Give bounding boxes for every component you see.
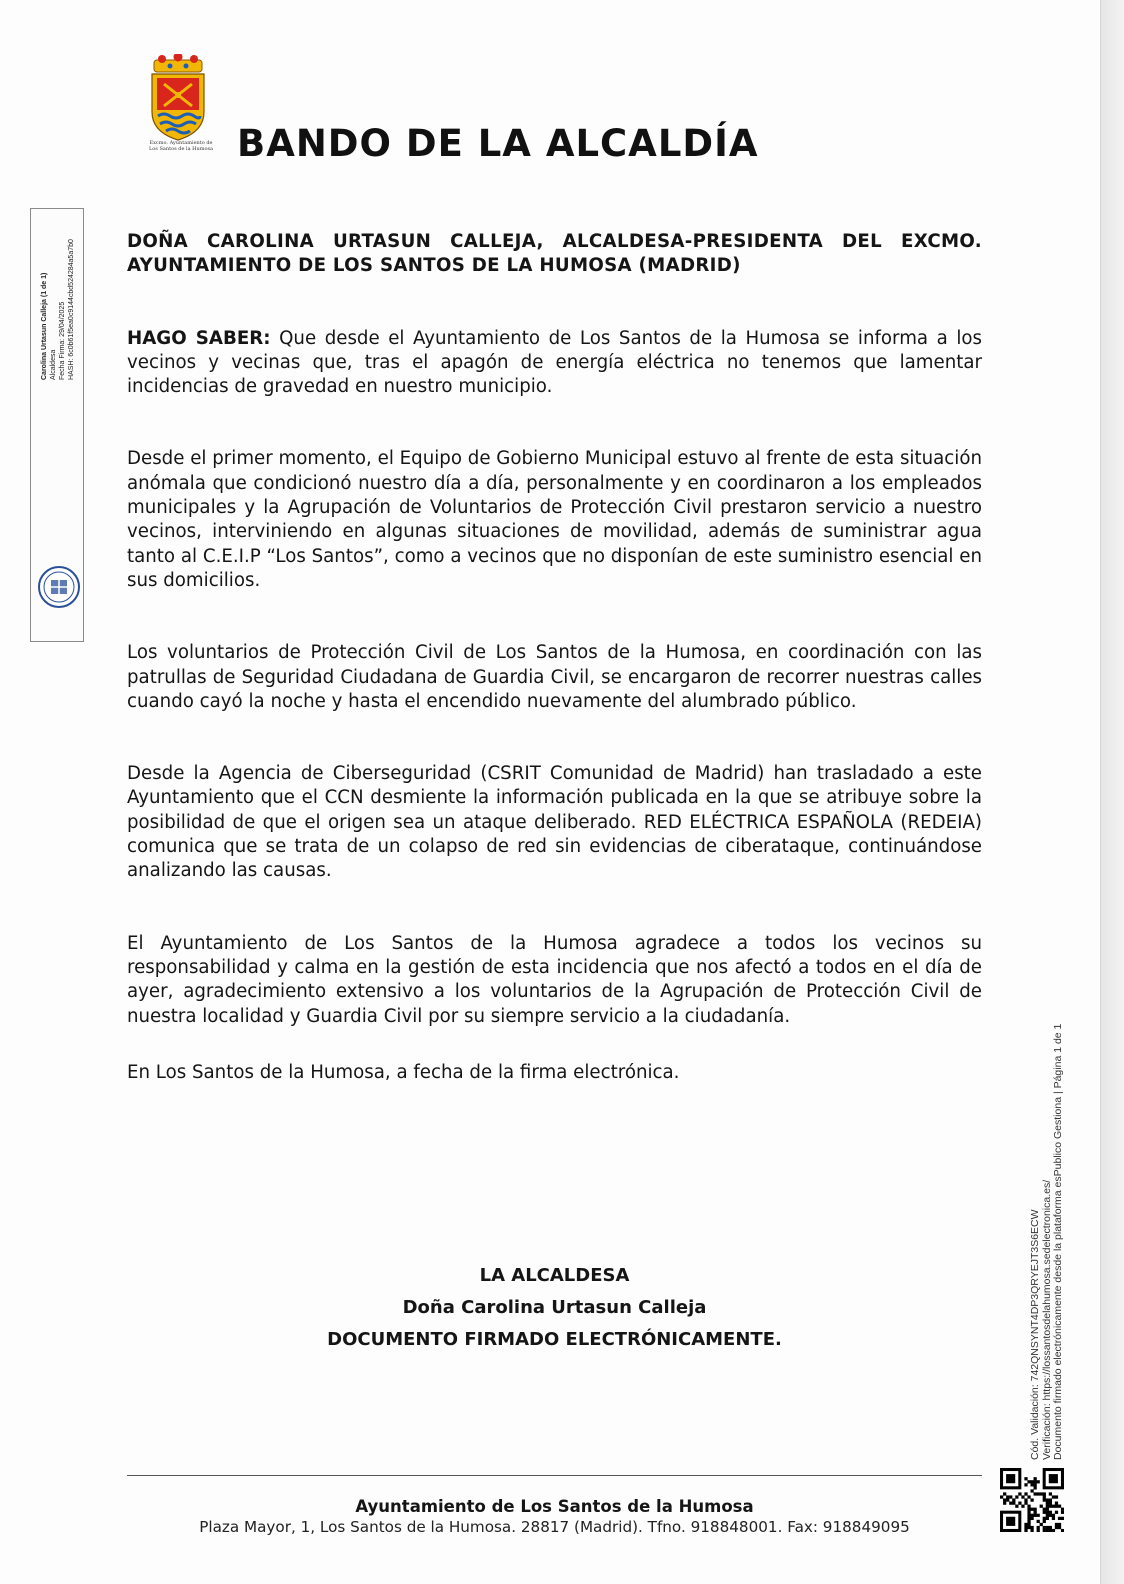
document-title: BANDO DE LA ALCALDÍA: [237, 122, 759, 165]
paragraph-hago-saber: [127, 327, 982, 400]
footer-organization: Ayuntamiento de Los Santos de la Humosa: [355, 1497, 754, 1516]
verification-text: [1030, 990, 1070, 1460]
signature-hash: HASH: 6c0b61f5ea0c9144cbd524284a5a7b0: [68, 239, 75, 380]
validation-code: Cód. Validación: 742QNSYNT4DP3QRYEJT3S6ECW: [1029, 1209, 1041, 1460]
footer-address: Plaza Mayor, 1, Los Santos de la Humosa. 28817 (Madrid). Tfno. 918848001. Fax: 918849095: [199, 1518, 910, 1536]
paragraph-date-place: En Los Santos de la Humosa, a fecha de la firma electrónica.: [127, 1061, 680, 1083]
signature-name: Doña Carolina Urtasun Calleja: [402, 1297, 707, 1318]
logo-caption-line2: Los Santos de la Humosa: [148, 146, 214, 152]
paragraph-3: Los voluntarios de Protección Civil de Los Santos de la Humosa, en coordinación con las patrullas de Seguridad Ciudadana de Guardia Civil, se encargaron de recorrer nuestras calles cuando cayó la noche y hasta el encendido nuevamente del alumbrado público.: [127, 642, 982, 712]
signature-role-title: LA ALCALDESA: [479, 1265, 630, 1286]
platform-note: Documento firmado electrónicamente desde la plataforma esPublico Gestiona | Página 1 de 1: [1052, 1023, 1064, 1460]
logo-caption-line1: Excmo. Ayuntamiento de: [149, 140, 213, 146]
seal-icon: [37, 565, 81, 609]
logo-caption: [145, 140, 217, 152]
signature-date: Fecha Firma: 29/04/2025: [59, 301, 66, 380]
qr-code-icon: [1000, 1468, 1064, 1532]
paragraph-4: Desde la Agencia de Ciberseguridad (CSRIT Comunidad de Madrid) han trasladado a este Ayuntamiento que el CCN desmiente la información publicada en la que se atribuye sobre la posibilidad de que el origen sea un ataque deliberado. RED ELÉCTRICA ESPAÑOLA (REDEIA) comunica que se trata de un colapso de red sin evidencias de ciberataque, continuándose analizando las causas.: [127, 763, 982, 882]
hago-saber-text: Que desde el Ayuntamiento de Los Santos de la Humosa se informa a los vecinos y vecinas que, tras el apagón de energía eléctrica no tenemos que lamentar incidencias de gravedad en nuestro municipio.: [127, 327, 982, 398]
body-heading: DOÑA CAROLINA URTASUN CALLEJA, ALCALDESA-PRESIDENTA DEL EXCMO. AYUNTAMIENTO DE LOS SANTOS DE LA HUMOSA (MADRID): [127, 231, 982, 277]
paragraph-2: Desde el primer momento, el Equipo de Gobierno Municipal estuvo al frente de esta situación anómala que condicionó nuestro día a día, personalmente y en coordinaron a los empleados municipales y la Agrupación de Voluntarios de Protección Civil prestaron servicio a nuestro vecinos, interviniendo en algunas situaciones de movilidad, además de suministrar agua tanto al C.E.I.P “Los Santos”, como a vecinos que no disponían de este suministro esencial en sus domicilios.: [127, 448, 982, 591]
verification-url: Verificación: https://lossantosdelahumosa.sedelectronica.es/: [1040, 1179, 1053, 1460]
signature-note: DOCUMENTO FIRMADO ELECTRÓNICAMENTE.: [327, 1329, 782, 1350]
signature-role: Alcaldesa: [50, 349, 57, 380]
hago-saber-lead: HAGO SABER:: [127, 327, 271, 349]
electronic-signature-text: [40, 190, 80, 380]
signature-signer: Carolina Urtasun Calleja (1 de 1): [41, 272, 48, 380]
paragraph-5: El Ayuntamiento de Los Santos de la Humosa agradece a todos los vecinos su responsabilidad y calma en la gestión de esta incidencia que nos afectó a todos en el día de ayer, agradecimiento extensivo a los voluntarios de la Agrupación de Protección Civil de nuestra localidad y Guardia Civil por su siempre servicio a la ciudadanía.: [127, 932, 982, 1027]
signature-block: [127, 1260, 982, 1356]
footer-divider: [127, 1475, 982, 1476]
page-edge: [1100, 0, 1124, 1584]
document-body: [127, 230, 982, 1085]
